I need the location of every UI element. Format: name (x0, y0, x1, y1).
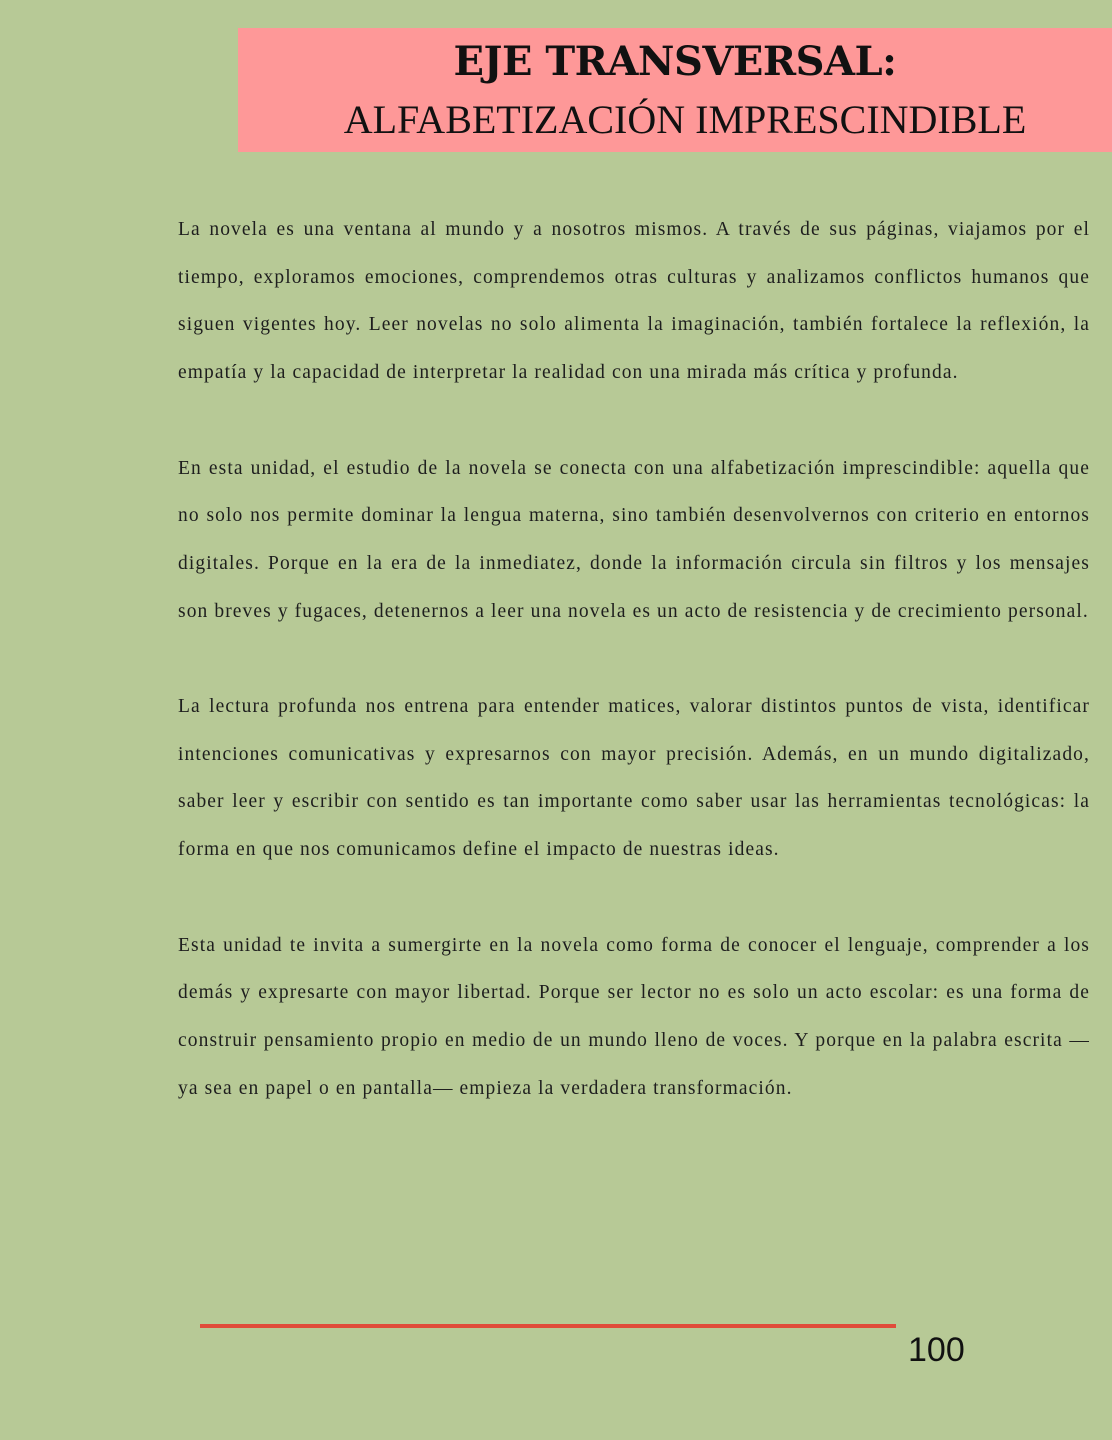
paragraph-4: Esta unidad te invita a sumergirte en la novela como forma de conocer el lenguaje, comprender a los demás y expresarte con mayor libertad. Porque ser lector no es solo un acto escolar: es una forma de construir pensamiento propio en medio de un mundo lleno de voces. Y porque en la palabra escrita —ya sea en papel o en pantalla— empieza la verdadera transformación. (178, 934, 1090, 1099)
page-title: EJE TRANSVERSAL: (453, 38, 897, 85)
page-subtitle: ALFABETIZACIÓN IMPRESCINDIBLE (343, 97, 1027, 142)
paragraph-3: La lectura profunda nos entrena para entender matices, valorar distintos puntos de vista, identificar intenciones comunicativas y expresarnos con mayor precisión. Además, en un mundo digitalizado, saber leer y escribir con sentido es tan importante como saber usar las herramientas tecnológicas: la forma en que nos comunicamos define el impacto de nuestras ideas. (178, 696, 1090, 861)
page-number: 100 (908, 1331, 965, 1369)
body-text (178, 206, 1090, 1160)
footer-divider (200, 1324, 896, 1328)
paragraph-1: La novela es una ventana al mundo y a nosotros mismos. A través de sus páginas, viajamos por el tiempo, exploramos emociones, comprendemos otras culturas y analizamos conflictos humanos que siguen vigentes hoy. Leer novelas no solo alimenta la imaginación, también fortalece la reflexión, la empatía y la capacidad de interpretar la realidad con una mirada más crítica y profunda. (178, 219, 1090, 384)
paragraph-2: En esta unidad, el estudio de la novela se conecta con una alfabetización imprescindible: aquella que no solo nos permite dominar la lengua materna, sino también desenvolvernos con criterio en entornos digitales. Porque en la era de la inmediatez, donde la información circula sin filtros y los mensajes son breves y fugaces, detenernos a leer una novela es un acto de resistencia y de crecimiento personal. (178, 457, 1090, 622)
header-banner (238, 28, 1112, 152)
